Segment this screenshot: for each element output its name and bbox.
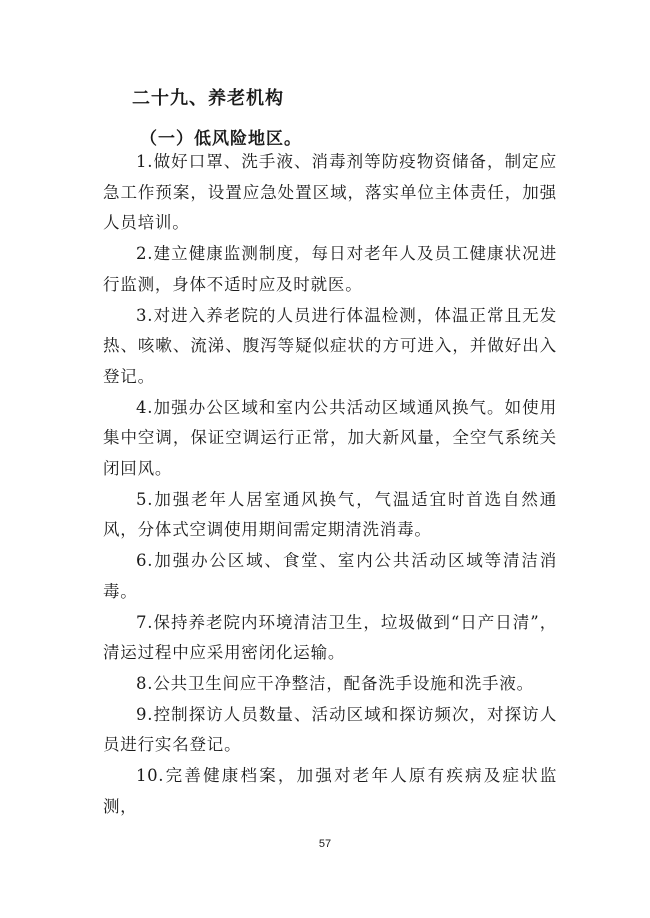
paragraph-5: 5.加强老年人居室通风换气，气温适宜时首选自然通风，分体式空调使用期间需定期清洗消毒。: [103, 489, 557, 540]
subsection-heading: （一）低风险地区。: [140, 129, 302, 149]
paragraph-6: 6.加强办公区域、食堂、室内公共活动区域等清洁消毒。: [103, 551, 557, 601]
document-body: [103, 147, 557, 822]
paragraph-8: 8.公共卫生间应干净整洁，配备洗手设施和洗手液。: [136, 673, 534, 693]
section-title: 二十九、养老机构: [132, 88, 284, 109]
paragraph-10: 10.完善健康档案，加强对老年人原有疾病及症状监测，: [103, 766, 557, 816]
page-number: 57: [318, 838, 332, 850]
paragraph-7: 7.保持养老院内环境清洁卫生，垃圾做到“日产日清”，清运过程中应采用密闭化运输。: [103, 612, 557, 663]
paragraph-9: 9.控制探访人员数量、活动区域和探访频次，对探访人员进行实名登记。: [103, 704, 557, 755]
paragraph-3: 3.对进入养老院的人员进行体温检测，体温正常且无发热、咳嗽、流涕、腹泻等疑似症状的方可进入，并做好出入登记。: [103, 305, 557, 386]
paragraph-2: 2.建立健康监测制度，每日对老年人及员工健康状况进行监测，身体不适时应及时就医。: [103, 244, 557, 294]
paragraph-4: 4.加强办公区域和室内公共活动区域通风换气。如使用集中空调，保证空调运行正常，加大新风量，全空气系统关闭回风。: [103, 397, 557, 479]
paragraph-1: 1.做好口罩、洗手液、消毒剂等防疫物资储备，制定应急工作预案，设置应急处置区域，落实单位主体责任，加强人员培训。: [103, 152, 557, 233]
